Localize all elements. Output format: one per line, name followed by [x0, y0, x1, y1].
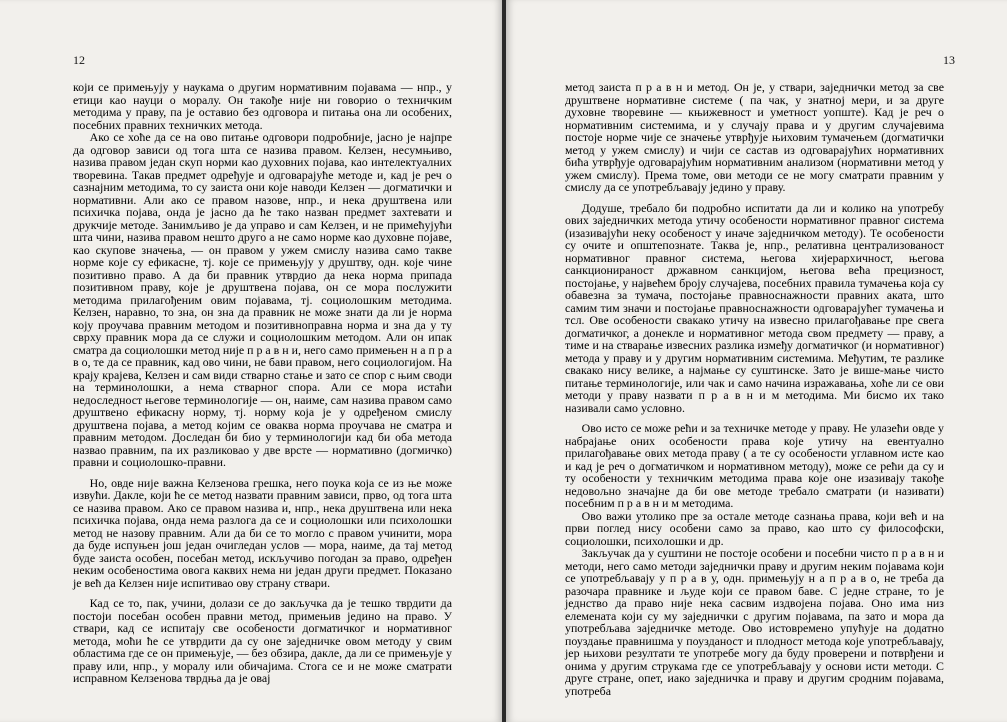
paragraph: Ово исто се може рећи и за техничке методе у праву. Не улазећи овде у набрајање оних особености права које утичу на евентуално прилагођавање ових метода праву ( а те су особености углавном исте као и кад је реч о догматичком и нормативном методу), може се рећи да су и ту особености у техничким методима права које оне изазивају такође недовољно значајне да би ове методе требало сматрати (и називати) посебним п р а в н и м методима. [565, 421, 944, 510]
left-page-body [73, 81, 452, 685]
paragraph: Закључак да у суштини не постоје особени и посебни чисто п р а в н и методи, него само методи заједнички праву и другим неким појавама који се употребљавају у п р а в у, одн. примењују н а п р а в о, не треба да разочара правнике и људе који се правом баве. С једне стране, то је једнство да право није нека сасвим издвојена појава. Оно има низ елемената који су му заједнички с другим појавама, па зато и мора да употребљава заједничке методе. Ово истовремено упућује на додатно поуздање правнишма у поузданост и плодност метода које употребљавају, јер њихови резултати те употребе могу да буду проверени и потврђени и онима у другим струкама где се употребљавају у основи исти методи. С друге стране, опет, иако заједничка и праву и другим сродним појавама, употреба [565, 546, 944, 698]
page-number-left: 12 [73, 53, 85, 67]
paragraph: метод заиста п р а в н и метод. Он је, у ствари, заједнички метод за све друштвене нормативне системе ( па чак, у знатној мери, и за друге духовне творевине — књижевност и уметност уопште). Кад је реч о нормативним системима, и у случају права и у другим случајевима постоје норме чије се значење утврђује њиховим тумачењем (догматички метод у ужем смислу) и чији се састав из одговарајућих нормативних бића утврђује одговарајућим нормативним анализом (нормативни метод у ужем смислу). Према томе, ови методи се не могу сматрати правним у смислу да се употребљавају једино у праву. [565, 80, 944, 194]
page-number-right: 13 [943, 53, 955, 67]
paragraph: Кад се то, пак, учини, долази се до закључка да је тешко тврдити да постоји посебан особен правни метод, примењив једино на право. У ствари, кад се испитају све особености догматичког и нормативног метода, моћи ће се утврдити да су оне заједничке овом методу у свим областима где се он примењује, — без обзира, дакле, да ли се примењује у праву или, нпр., у моралу или обичајима. Стога се и не може сматрати исправном Келзенова тврдња да је овај [73, 596, 452, 685]
paragraph: Ово важи утолико пре за остале методе сазнања права, који већ и на први поглед нису особени само за право, као што су философски, социолошки, психолошки и др. [565, 508, 944, 548]
paragraph: који се примењују у наукама о другим нормативним појавама — нпр., у етици као науци о моралу. Он такође није ни говорио о техничким методима у праву, па је оставио без одговора и питања она ли особених, посебних правних техничких метода. [73, 80, 452, 132]
paragraph: Ако се хоће да се на ово питање одговори подробније, јасно је најпре да одговор зависи од тога шта се назива правом. Келзен, несумњиво, назива правом један скуп норми као духовних појава, као интелектуалних творевина. Такав предмет одређује и одговарајуће методе и, кад је реч о сазнајним методима, то су заиста они које наводи Келзен — догматички и нормативни. Али ако се правом назове, нпр., и нека друштвена или психичка појава, онда је јасно да ће тако назван предмет захтевати и друкчије методе. Занимљиво је да управо и сам Келзен, и не примећујући шта чини, назива правом нешто друго а не само норме као духовне појаве, као скупове значења, — он правом у ужем смислу назива само такве норме које су ефикасне, тј. које се примењују у друштву, одн. које чине позитивно право. А да би правник утврдио да нека норма припада позитивном праву, које је друштвена појава, он се мора послужити методима прилагођеним овим појавама, тј. социолошким методима. Келзен, наравно, то зна, он зна да правник не може знати да ли је норма коју проучава правним методом и позитивноправна норма и зна да у ту сврху правник мора да се служи и социолошким методом. Али он ипак сматра да социолошки метод није п р а в н и, него само примењен н а п р а в о, те да се правник, кад ово чини, не бави правом, него социологијом. На крају крајева, Келзен и сам види стварно стање и зато се спор с њим своди на терминолошки, а нема стварног спора. Али се мора истаћи недоследност његове терминологије — он, наиме, сам назива правом само друштвено ефикасну норму, тј. норму која је у одређеном смислу друштвена појава, а метод којим се оваква норма проучава не сматра и правним методом. Доследан би био у терминологији кад би оба метода назвао правним, па их разликовао у две врсте — нормативно (догмичко) правни и социолошко-правни. [73, 130, 452, 469]
paragraph: Но, овде није важна Келзенова грешка, него поука која се из ње може извући. Дакле, који ће се метод назвати правним зависи, прво, од тога шта се назива правом. Ако се правом назива и, нпр., нека друштвена или нека психичка појава, онда нема разлога да се и социолошки или психолошки метод не назову правним. Али да би се то могло с правом учинити, мора да буде испуњен још један очигледан услов — мора, наиме, да тај метод буде заиста особен, посебан метод, искључиво погодан за право, одређен неким особеностима овога каквих нема ни један други предмет. Показано је већ да Келзен није испитивао ову страну ствари. [73, 475, 452, 590]
right-page-body [565, 81, 944, 697]
paragraph: Додуше, требало би подробно испитати да ли и колико на употребу ових заједничких метода утичу особености нормативног правног система (изазивајући неку особеност у иначе заједничком методу). Те особености су очите и општепознате. Таква је, нпр., релативна централизованост нормативног правног система, његова хијерархичност, његова санкционираност државном санкцијом, његова већа прецизност, постојање, у највећем броју случајева, посебних правила тумачења која су обавезна за тумача, постојање правноснажности правних аката, што самим тим значи и постојање правноснажности одговарајућег тумачења и тсл. Ове особености свакако утичу на извесно прилагођавање пре свега догматичког, а донекле и нормативног метода свом предмету — праву, а тиме и на стварање извесних разлика између догматичког (и нормативног) метода у праву и у другим нормативним системима. Међутим, те разлике свакако нису велике, а најмање су суштинске. Зато је више-мање чисто питање терминологије, или чак и само начина изражавања, хоће ли се ови методи у праву назвати п р а в н и м методима. Ми бисмо их тако називали само условно. [565, 200, 944, 415]
